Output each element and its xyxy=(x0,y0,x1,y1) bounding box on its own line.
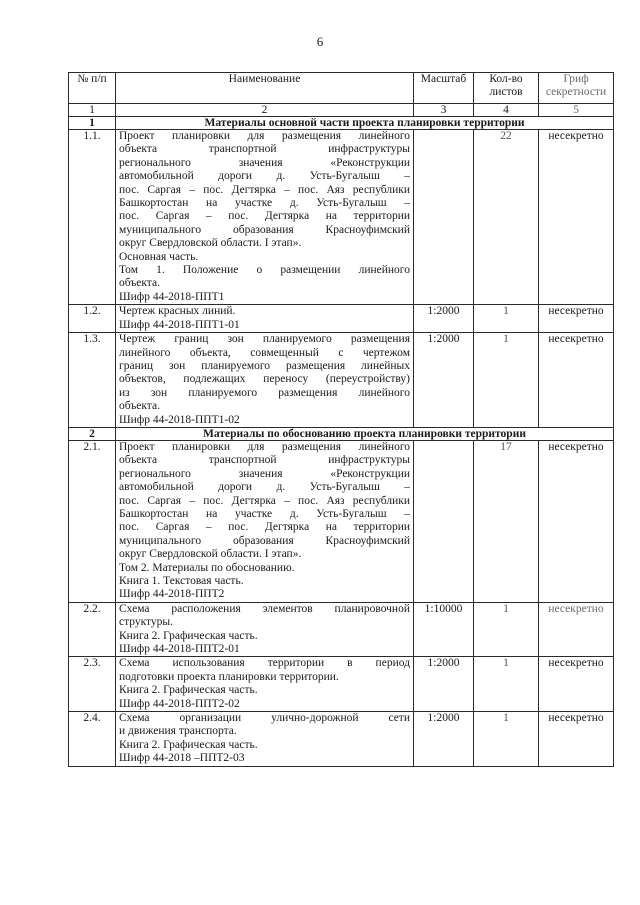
row-name-line: регионального значения «Реконструкции xyxy=(119,156,410,169)
section-row xyxy=(69,427,614,440)
section-number: 2 xyxy=(69,427,116,440)
row-name-line: округ Свердловской области. I этап». xyxy=(119,237,302,250)
row-name-line: границ зон планируемого размещения линейных xyxy=(119,359,410,372)
table-row xyxy=(69,333,614,428)
row-number: 1.1. xyxy=(69,130,116,305)
row-name-line: Книга 1. Текстовая часть. xyxy=(119,575,244,587)
row-secrecy: несекретно xyxy=(539,602,614,657)
column-number: 1 xyxy=(69,104,116,117)
row-number: 2.3. xyxy=(69,657,116,712)
row-name-line: линейного объекта, совмещенный с чертежом xyxy=(119,346,410,359)
table-row xyxy=(69,657,614,712)
column-number: 5 xyxy=(539,104,614,117)
row-sheets: 1 xyxy=(474,333,539,428)
row-name-line: Том 1. Положение о размещении линейного xyxy=(119,264,410,277)
section-title: Материалы основной части проекта планировки территории xyxy=(116,117,614,130)
row-name xyxy=(116,657,414,712)
row-scale xyxy=(414,130,474,305)
row-scale: 1:10000 xyxy=(414,602,474,657)
row-name-line: Башкортостан на участке д. Усть-Бугалыш – xyxy=(119,197,410,210)
table-row xyxy=(69,602,614,657)
row-name-line: Шифр 44-2018 –ППТ2-03 xyxy=(119,752,245,765)
row-sheets: 1 xyxy=(474,305,539,333)
row-name xyxy=(116,440,414,602)
column-numbers-row xyxy=(69,104,614,117)
row-sheets: 1 xyxy=(474,712,539,767)
row-name-line: объекта транспортной инфраструктуры xyxy=(119,454,410,467)
column-number: 4 xyxy=(474,104,539,117)
row-name-line: Том 2. Материалы по обоснованию. xyxy=(119,561,295,574)
row-name-line: объекта. xyxy=(119,277,160,290)
row-name-line: пос. Саргая – пос. Дегтярка – пос. Аяз республики xyxy=(119,183,410,196)
row-name-line: объекта транспортной инфраструктуры xyxy=(119,143,410,156)
row-name-line: автомобильной дороги д. Усть-Бугалыш – xyxy=(119,481,410,494)
row-secrecy: несекретно xyxy=(539,657,614,712)
row-name-line: округ Свердловской области. I этап». xyxy=(119,548,302,561)
row-sheets: 1 xyxy=(474,657,539,712)
row-name-line: регионального значения «Реконструкции xyxy=(119,467,410,480)
table-row xyxy=(69,440,614,602)
row-name xyxy=(116,130,414,305)
page-number: 6 xyxy=(316,34,324,49)
header-num: № п/п xyxy=(69,73,116,104)
table-row xyxy=(69,305,614,333)
row-number: 2.4. xyxy=(69,712,116,767)
row-name-line: муниципального образования Красноуфимский xyxy=(119,534,410,547)
header-row xyxy=(69,73,614,104)
row-name-line: пос. Саргая – пос. Дегтярка на территории xyxy=(119,521,410,534)
row-name-line: Чертеж границ зон планируемого размещения xyxy=(119,333,410,346)
row-name-line: Башкортостан на участке д. Усть-Бугалыш – xyxy=(119,507,410,520)
row-scale: 1:2000 xyxy=(414,333,474,428)
section-row xyxy=(69,117,614,130)
row-name-line: Книга 2. Графическая часть. xyxy=(119,738,258,751)
row-number: 2.1. xyxy=(69,440,116,602)
header-scale: Масштаб xyxy=(414,73,474,104)
row-sheets: 22 xyxy=(474,130,539,305)
table-row xyxy=(69,712,614,767)
row-name-line: пос. Саргая – пос. Дегтярка – пос. Аяз республики xyxy=(119,494,410,507)
row-name-line: Книга 2. Графическая часть. xyxy=(119,684,258,697)
header-name: Наименование xyxy=(116,73,414,104)
row-name-line: Основная часть. xyxy=(119,250,199,263)
table-row xyxy=(69,130,614,305)
row-name-line: Проект планировки для размещения линейного xyxy=(119,130,410,142)
row-name-line: Шифр 44-2018-ППТ2 xyxy=(119,588,225,601)
row-name-line: Шифр 44-2018-ППТ2-02 xyxy=(119,697,240,710)
row-name-line: Схема расположения элементов планировочной xyxy=(119,602,410,615)
row-name-line: муниципального образования Красноуфимский xyxy=(119,223,410,236)
row-name xyxy=(116,602,414,657)
row-secrecy: несекретно xyxy=(539,440,614,602)
row-name xyxy=(116,712,414,767)
row-name-line: объектов, подлежащих переносу (переустройству) xyxy=(119,373,410,386)
row-name-line: пос. Саргая – пос. Дегтярка на территории xyxy=(119,210,410,223)
row-scale: 1:2000 xyxy=(414,305,474,333)
row-scale: 1:2000 xyxy=(414,657,474,712)
row-name-line: Схема организации улично-дорожной сети xyxy=(119,712,410,725)
section-number: 1 xyxy=(69,117,116,130)
row-name-line: Чертеж красных линий. xyxy=(119,305,236,318)
column-number: 3 xyxy=(414,104,474,117)
row-sheets: 17 xyxy=(474,440,539,602)
row-name-line: Шифр 44-2018-ППТ1-02 xyxy=(119,413,240,426)
row-scale: 1:2000 xyxy=(414,712,474,767)
row-secrecy: несекретно xyxy=(539,305,614,333)
row-name-line: структуры. xyxy=(119,616,174,629)
row-name-line: Шифр 44-2018-ППТ1 xyxy=(119,290,225,303)
column-number: 2 xyxy=(116,104,414,117)
row-number: 1.2. xyxy=(69,305,116,333)
row-name-line: подготовки проекта планировки территории. xyxy=(119,670,339,683)
row-number: 1.3. xyxy=(69,333,116,428)
row-name-line: Шифр 44-2018-ППТ2-01 xyxy=(119,643,240,656)
row-name-line: автомобильной дороги д. Усть-Бугалыш – xyxy=(119,170,410,183)
row-name xyxy=(116,305,414,333)
section-title: Материалы по обоснованию проекта планировки территории xyxy=(116,427,614,440)
row-name-line: из зон планируемого размещения линейного xyxy=(119,386,410,399)
documents-table xyxy=(68,72,614,767)
row-name-line: Проект планировки для размещения линейного xyxy=(119,440,410,453)
row-name-line: и движения транспорта. xyxy=(119,725,237,738)
row-name-line: объекта. xyxy=(119,400,160,413)
row-sheets: 1 xyxy=(474,602,539,657)
row-number: 2.2. xyxy=(69,602,116,657)
row-name-line: Схема использования территории в период xyxy=(119,657,410,670)
row-name-line: Книга 2. Графическая часть. xyxy=(119,629,258,642)
row-name xyxy=(116,333,414,428)
row-secrecy: несекретно xyxy=(539,333,614,428)
header-sheets: Кол-во листов xyxy=(474,73,539,104)
header-secrecy: Гриф секретности xyxy=(539,73,614,104)
row-secrecy: несекретно xyxy=(539,130,614,305)
table-body xyxy=(69,117,614,767)
row-name-line: Шифр 44-2018-ППТ1-01 xyxy=(119,318,240,331)
row-secrecy: несекретно xyxy=(539,712,614,767)
row-scale xyxy=(414,440,474,602)
